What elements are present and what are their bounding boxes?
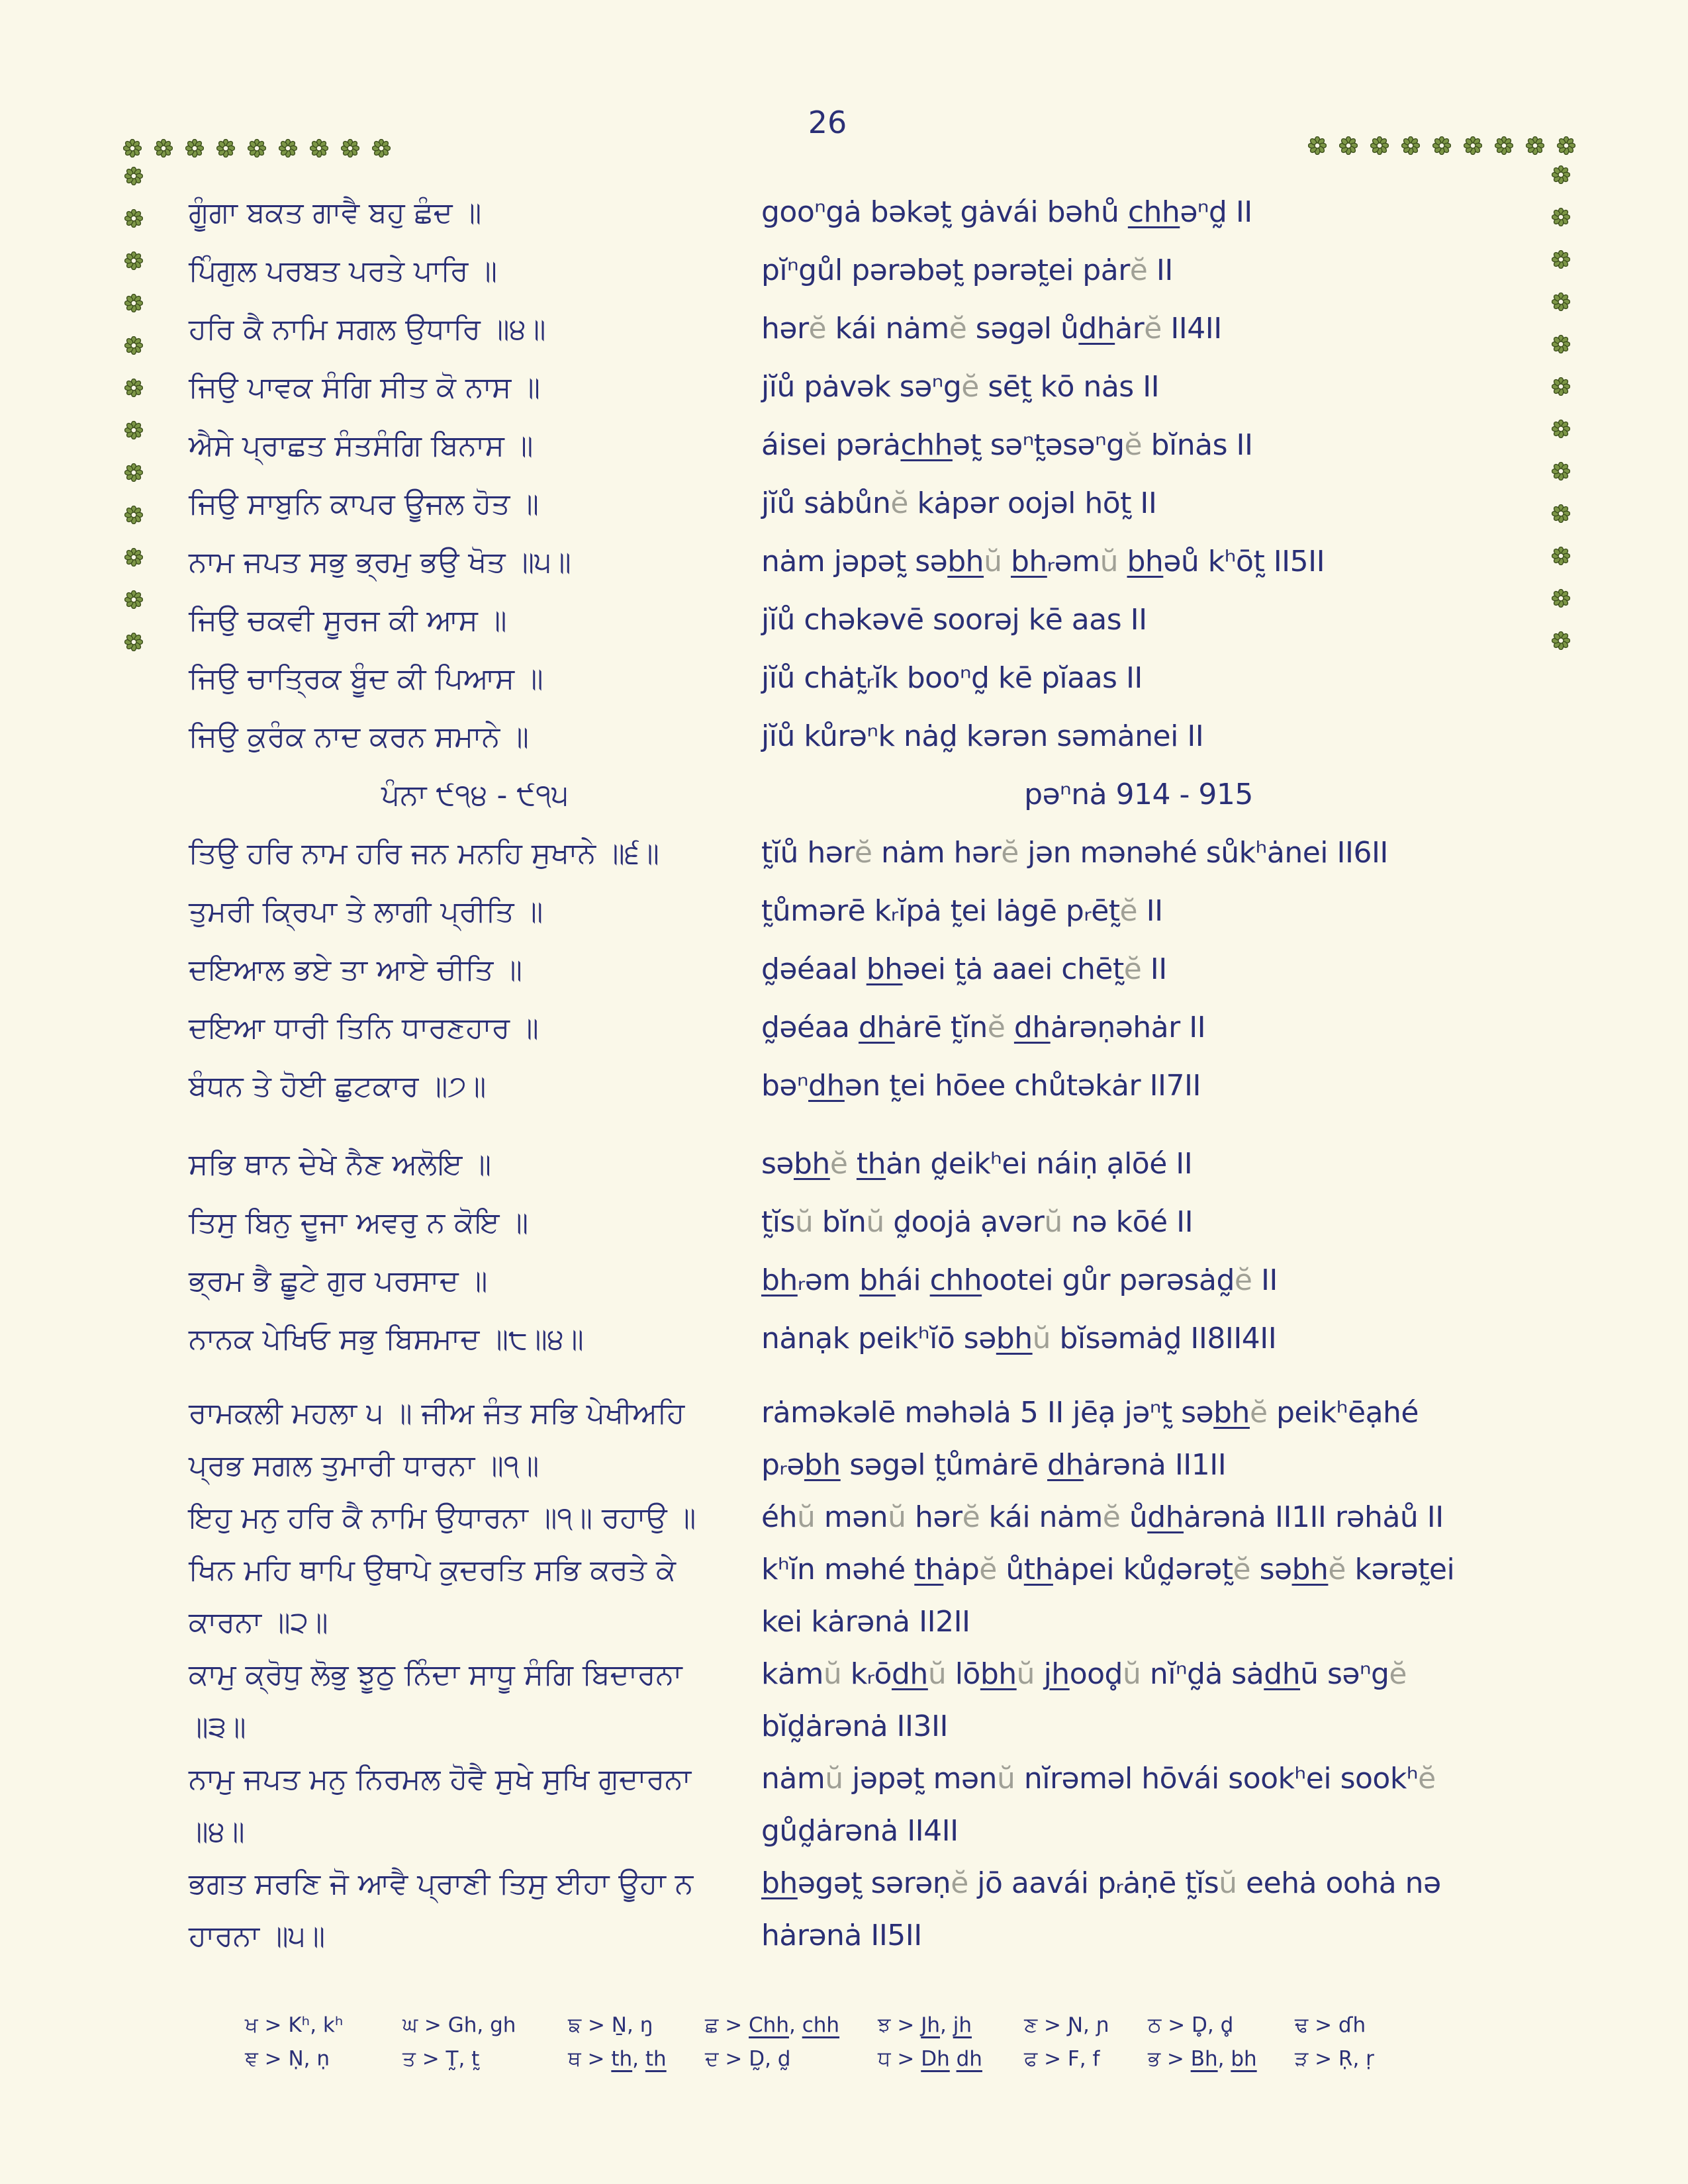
scripture-row [189, 1553, 1519, 1606]
flower-icon [1370, 136, 1389, 155]
flower-icon [185, 139, 204, 158]
legend-item: ਞ > Ṇ, ṇ [245, 2047, 330, 2071]
gurmukhi-line: ਤਿਉ ਹਰਿ ਨਾਮ ਹਰਿ ਜਨ ਮਨਹਿ ਸੁਖਾਨੇ ॥੬॥ [189, 837, 659, 870]
flower-icon [216, 139, 235, 158]
gurmukhi-line: ਹਰਿ ਕੈ ਨਾਮਿ ਸਗਲ ਉਧਾਰਿ ॥੪॥ [189, 312, 546, 346]
flower-icon [124, 251, 143, 270]
transliteration-line: nȧmŭ jəpət̰ mənŭ nĭrəməl hōvái sookʰei sookʰĕ [761, 1762, 1436, 1796]
legend-item: ਠ > D̥, d̥ [1148, 2013, 1234, 2037]
scripture-row [189, 1762, 1519, 1815]
flower-icon [1552, 165, 1570, 184]
legend-item: ਫ > F, f [1024, 2047, 1100, 2071]
gurmukhi-line: ॥੩॥ [189, 1710, 246, 1744]
scripture-row [189, 1710, 1519, 1762]
gurmukhi-line: ਨਾਮੁ ਜਪਤ ਮਨੁ ਨਿਰਮਲ ਹੋਵੈ ਸੁਖੇ ਸੁਖਿ ਗੁਦਾਰਨਾ [189, 1762, 692, 1796]
legend-item: ੜ > Ṛ, ṛ [1295, 2047, 1374, 2071]
legend-item: ਖ > Kʰ, kʰ [245, 2013, 344, 2037]
legend-item: ਣ > Ɲ, ɲ [1024, 2013, 1109, 2037]
transliteration-line: t̰ůmərē kᵣĭpȧ t̰ei lȧgē pᵣēt̰ĕ II [761, 894, 1163, 928]
gurmukhi-line: ਪਿੰਗੁਲ ਪਰਬਤ ਪਰਤੇ ਪਾਰਿ ॥ [189, 254, 498, 288]
transliteration-line: pĭⁿgůl pərəbət̰ pərət̰ei pȧrĕ II [761, 253, 1173, 287]
flower-ornament-top-left-row [123, 139, 391, 158]
transliteration-line: nȧm jəpət̰ səbhŭ bhᵣəmŭ bhəů kʰōt̰ II5II [761, 545, 1325, 578]
gurmukhi-line: ਹਾਰਨਾ ॥੫॥ [189, 1919, 326, 1953]
scripture-row [189, 662, 1519, 720]
scripture-row [189, 1069, 1519, 1128]
transliteration-line: t̰ĭsŭ bĭnŭ d̰oojȧ ạvərŭ nə kōé II [761, 1205, 1194, 1239]
scripture-row [189, 953, 1519, 1011]
gurmukhi-line: ਤਿਸੁ ਬਿਨੁ ਦੂਜਾ ਅਵਰੁ ਨ ਕੋਇ ॥ [189, 1206, 529, 1240]
scripture-row [189, 1658, 1519, 1710]
transliteration-line: jĭů sȧbůnĕ kȧpər oojəl hōt̰ II [761, 486, 1157, 520]
gurmukhi-line: ਜਿਉ ਚਕਵੀ ਸੂਰਜ ਕੀ ਆਸ ॥ [189, 604, 507, 637]
gurmukhi-line: ਜਿਉ ਸਾਬੁਨਿ ਕਾਪਰ ਊਜਲ ਹੋਤ ॥ [189, 487, 539, 521]
scripture-row [189, 1815, 1519, 1867]
gurmukhi-line: ਰਾਮਕਲੀ ਮਹਲਾ ੫ ॥ ਜੀਅ ਜੰਤ ਸਭਿ ਪੇਖੀਅਹਿ [189, 1396, 685, 1430]
transliteration-line: d̰əéaal bhəei t̰ȧ aaei chēt̰ĕ II [761, 952, 1167, 986]
flower-icon [1432, 136, 1451, 155]
gurmukhi-line: ਭਗਤ ਸਰਣਿ ਜੋ ਆਵੈ ਪ੍ਰਾਣੀ ਤਿਸੁ ਈਹਾ ਊਹਾ ਨ [189, 1867, 694, 1901]
flower-icon [1552, 462, 1570, 480]
gurmukhi-line: ਗੂੰਗਾ ਬਕਤ ਗਾਵੈ ਬਹੁ ਛੰਦ ॥ [189, 196, 482, 230]
legend-item: ਘ > Gh, gh [402, 2013, 516, 2037]
scripture-row [189, 1919, 1519, 1972]
scripture-row [189, 895, 1519, 953]
transliteration-line: pᵣəbh səgəl t̰ůmȧrē dhȧrənȧ II1II [761, 1448, 1227, 1482]
flower-icon [1552, 250, 1570, 269]
flower-icon [124, 294, 143, 312]
transliteration-line: kȧmŭ kᵣōdhŭ lōbhŭ jhood̥ŭ nĭⁿd̰ȧ sȧdhū səⁿgĕ [761, 1657, 1407, 1691]
scripture-row [189, 604, 1519, 662]
transliteration-line: kʰĭn məhé thȧpĕ ůthȧpei kůd̰ərət̰ĕ səbhĕ kərət̰ei [761, 1553, 1455, 1586]
scripture-row [189, 371, 1519, 429]
transliteration-line: bhᵣəm bhái chhootei gůr pərəsȧd̰ĕ II [761, 1263, 1278, 1297]
transliteration-line: nȧnạk peikʰĭō səbhŭ bĭsəmȧd̰ II8II4II [761, 1322, 1277, 1355]
transliteration-line: jĭů chȧt̰ᵣĭk booⁿd̰ kē pĭaas II [761, 661, 1143, 695]
transliteration-line: gůd̰ȧrənȧ II4II [761, 1814, 959, 1848]
gurmukhi-line: ਜਿਉ ਕੁਰੰਕ ਨਾਦ ਕਰਨ ਸਮਾਨੇ ॥ [189, 720, 529, 754]
flower-icon [123, 139, 142, 158]
flower-icon [1495, 136, 1513, 155]
scripture-row [189, 429, 1519, 487]
scripture-row [189, 196, 1519, 254]
transliteration-line: d̰əéaa dhȧrē t̰ĭnĕ dhȧrəṇəhȧr II [761, 1011, 1206, 1044]
scripture-row [189, 1867, 1519, 1919]
flower-icon [124, 463, 143, 482]
scripture-row [189, 1396, 1519, 1449]
flower-icon [1552, 377, 1570, 396]
transliteration-line: hȧrənȧ II5II [761, 1919, 922, 1952]
flower-icon [341, 139, 359, 158]
legend-item: ਧ > Dh dh [878, 2047, 982, 2071]
legend-item: ਭ > Bh, bh [1148, 2047, 1257, 2071]
gurmukhi-line: ਦਇਆਲ ਭਏ ਤਾ ਆਏ ਚੀਤਿ ॥ [189, 953, 522, 987]
flower-icon [1552, 208, 1570, 226]
legend-item: ਥ > th, th [568, 2047, 667, 2071]
gurmukhi-line: ਖਿਨ ਮਹਿ ਥਾਪਿ ਉਥਾਪੇ ਕੁਦਰਤਿ ਸਭਿ ਕਰਤੇ ਕੇ [189, 1553, 676, 1587]
flower-icon [124, 506, 143, 524]
page-reference-row [189, 778, 1519, 837]
gurmukhi-line: ਨਾਨਕ ਪੇਖਿਓ ਸਭੁ ਬਿਸਮਾਦ ॥੮॥੪॥ [189, 1322, 584, 1356]
flower-icon [1552, 335, 1570, 353]
transliteration-line: jĭů pȧvək səⁿgĕ sēt̰ kō nȧs II [761, 370, 1160, 404]
flower-icon [372, 139, 391, 158]
scripture-row [189, 720, 1519, 778]
legend-item: ਙ > Ṉ, ŋ [568, 2013, 653, 2037]
scripture-table [189, 196, 1519, 1972]
gurmukhi-line: ਜਿਉ ਚਾਤ੍ਰਿਕ ਬੂੰਦ ਕੀ ਪਿਆਸ ॥ [189, 662, 543, 696]
gurmukhi-line: ਨਾਮ ਜਪਤ ਸਭੁ ਭ੍ਰਮੁ ਭਉ ਖੋਤ ॥੫॥ [189, 545, 571, 579]
flower-icon [124, 633, 143, 651]
gurmukhi-line: ਕਾਰਨਾ ॥੨॥ [189, 1606, 328, 1639]
flower-icon [1552, 589, 1570, 608]
transliteration-line: pəⁿnȧ 914 - 915 [1024, 778, 1253, 811]
flower-icon [1552, 547, 1570, 565]
flower-icon [279, 139, 297, 158]
flower-icon [124, 167, 143, 185]
gurmukhi-line: ਭ੍ਰਮ ਭੈ ਛੂਟੇ ਗੁਰ ਪਰਸਾਦ ॥ [189, 1264, 488, 1298]
gurmukhi-line: ॥੪॥ [189, 1815, 245, 1848]
flower-icon [1339, 136, 1358, 155]
scripture-row [189, 1606, 1519, 1658]
flower-icon [1464, 136, 1482, 155]
scripture-row [189, 312, 1519, 371]
gurmukhi-line: ਦਇਆ ਧਾਰੀ ਤਿਨਿ ਧਾਰਣਹਾਰ ॥ [189, 1011, 539, 1045]
legend-item: ਢ > ɗh [1295, 2013, 1366, 2037]
transliteration-line: gooⁿgȧ bəkət̰ gȧvái bəhů chhəⁿd̰ II [761, 195, 1252, 229]
transliteration-line: jĭů chəkəvē soorəj kē aas II [761, 603, 1147, 637]
gurmukhi-line: ਤੁਮਰੀ ਕ੍ਰਿਪਾ ਤੇ ਲਾਗੀ ਪ੍ਰੀਤਿ ॥ [189, 895, 543, 929]
legend-item: ਝ > Jh, jh [878, 2013, 972, 2037]
flower-icon [124, 421, 143, 439]
transliteration-line: bĭd̰ȧrənȧ II3II [761, 1709, 948, 1743]
scripture-row [189, 545, 1519, 604]
legend-item: ਦ > D̰, d̰ [705, 2047, 791, 2071]
flower-icon [1552, 631, 1570, 650]
gurmukhi-line: ਇਹੁ ਮਨੁ ਹਰਿ ਕੈ ਨਾਮਿ ਉਧਾਰਨਾ ॥੧॥ ਰਹਾਉ ॥ [189, 1501, 696, 1535]
flower-ornament-top-right-row [1308, 136, 1575, 155]
page-number: 26 [808, 105, 847, 140]
scripture-row [189, 487, 1519, 545]
flower-icon [1308, 136, 1327, 155]
flower-icon [1526, 136, 1544, 155]
scripture-row [189, 1449, 1519, 1501]
scripture-row [189, 1501, 1519, 1553]
flower-icon [124, 379, 143, 397]
flower-icon [124, 209, 143, 228]
scripture-row [189, 254, 1519, 312]
scripture-row [189, 1011, 1519, 1069]
flower-icon [1552, 293, 1570, 311]
gurmukhi-line: ਐਸੇ ਪ੍ਰਾਛਤ ਸੰਤਸੰਗਿ ਬਿਨਾਸ ॥ [189, 429, 534, 463]
gurmukhi-line: ਜਿਉ ਪਾਵਕ ਸੰਗਿ ਸੀਤ ਕੋ ਨਾਸ ॥ [189, 371, 541, 404]
transliteration-line: t̰ĭů hərĕ nȧm hərĕ jən mənəhé sůkʰȧnei II6II [761, 836, 1388, 870]
transliteration-line: éhŭ mənŭ hərĕ kái nȧmĕ ůdhȧrənȧ II1II rəhȧů II [761, 1500, 1444, 1534]
flower-icon [1552, 420, 1570, 438]
transliteration-line: bəⁿdhən t̰ei hōee chůtəkȧr II7II [761, 1069, 1201, 1103]
transliteration-line: jĭů kůrəⁿk nȧd̰ kərən səmȧnei II [761, 719, 1204, 753]
flower-icon [124, 336, 143, 355]
flower-icon [1401, 136, 1420, 155]
scripture-row [189, 837, 1519, 895]
scripture-row [189, 1264, 1519, 1322]
transliteration-line: rȧməkəlē məhəlȧ 5 II jēạ jəⁿt̰ səbhĕ peikʰēạhé [761, 1396, 1419, 1430]
transliteration-line: hərĕ kái nȧmĕ səgəl ůdhȧrĕ II4II [761, 312, 1222, 345]
scripture-row [189, 1206, 1519, 1264]
gurmukhi-line: ਪ੍ਰਭ ਸਗਲ ਤੁਮਾਰੀ ਧਾਰਨਾ ॥੧॥ [189, 1449, 539, 1482]
gurmukhi-line: ਬੰਧਨ ਤੇ ਹੋਈ ਛੁਟਕਾਰ ॥੭॥ [189, 1069, 487, 1103]
flower-ornament-right-column [1552, 165, 1570, 650]
flower-icon [1557, 136, 1575, 155]
scripture-row [189, 1322, 1519, 1381]
transliteration-line: áisei pərȧchhət̰ səⁿt̰əsəⁿgĕ bĭnȧs II [761, 428, 1253, 462]
gurmukhi-line: ਪੰਨਾ ੯੧੪ - ੯੧੫ [381, 778, 569, 812]
gurmukhi-line: ਕਾਮੁ ਕ੍ਰੋਧੁ ਲੋਭੁ ਝੂਠੁ ਨਿੰਦਾ ਸਾਧੂ ਸੰਗਿ ਬਿਦਾਰਨਾ [189, 1658, 682, 1692]
flower-icon [248, 139, 266, 158]
transliteration-line: kei kȧrənȧ II2II [761, 1605, 970, 1639]
flower-icon [124, 548, 143, 567]
flower-icon [154, 139, 173, 158]
legend-item: ਤ > T̰, t̰ [402, 2047, 480, 2071]
flower-icon [124, 590, 143, 609]
scripture-row [189, 1148, 1519, 1206]
gurmukhi-line: ਸਭਿ ਥਾਨ ਦੇਖੇ ਨੈਣ ਅਲੋਇ ॥ [189, 1148, 491, 1181]
transliteration-line: bhəgət̰ sərəṇĕ jō aavái pᵣȧṇē t̰ĭsŭ eehȧ oohȧ nə [761, 1866, 1441, 1900]
pronunciation-legend [245, 2013, 1401, 2071]
flower-icon [1552, 504, 1570, 523]
flower-icon [310, 139, 328, 158]
transliteration-line: səbhĕ thȧn d̰eikʰei náiṇ ạlōé II [761, 1147, 1193, 1181]
legend-item: ਛ > Chh, chh [705, 2013, 840, 2037]
flower-ornament-left-column [124, 167, 143, 651]
